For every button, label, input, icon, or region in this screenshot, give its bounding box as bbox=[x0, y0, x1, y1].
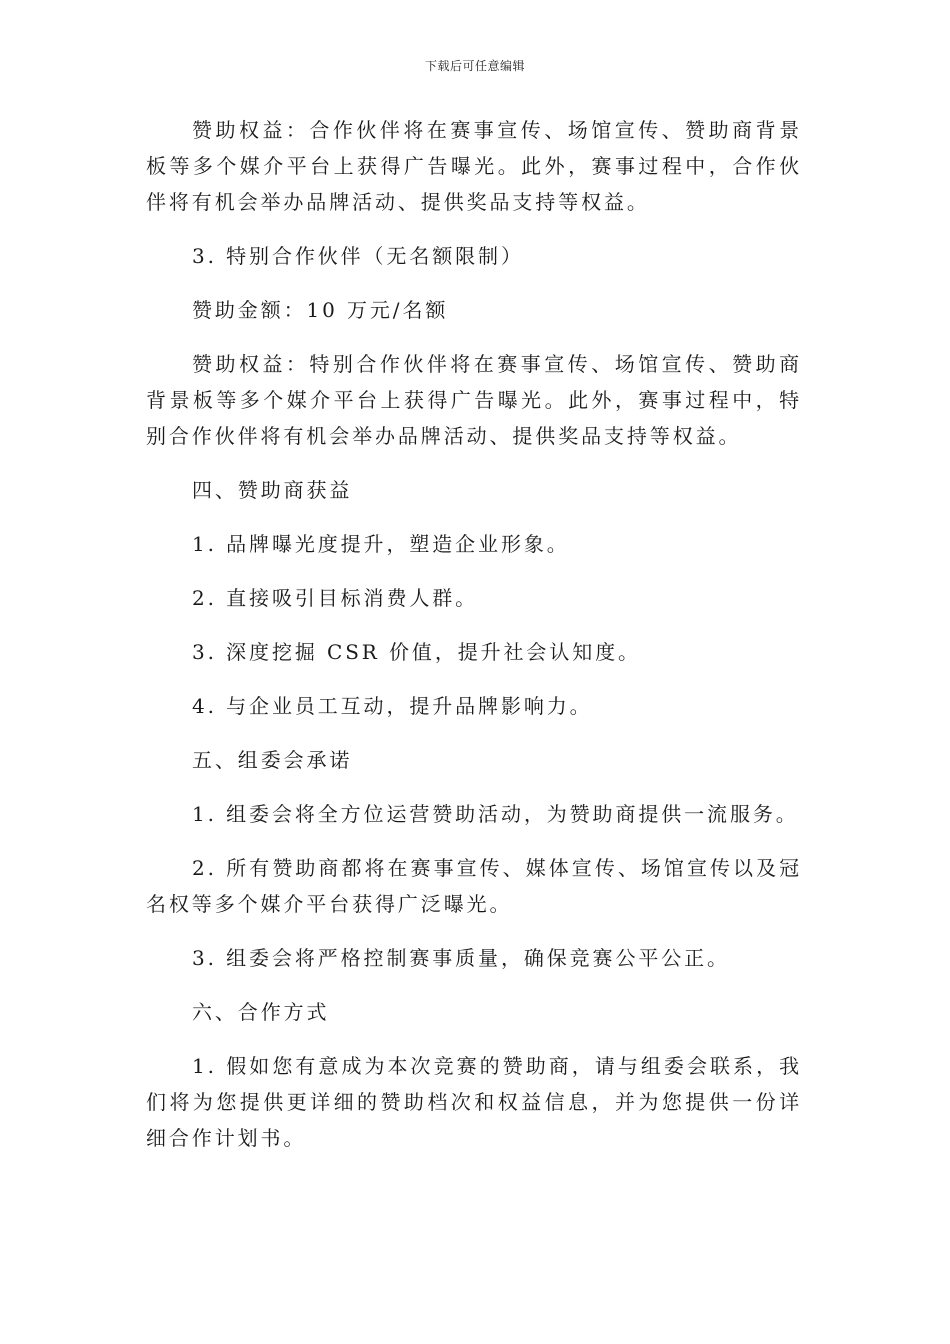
list-item-gain-1: 1. 品牌曝光度提升，塑造企业形象。 bbox=[192, 532, 570, 556]
paragraph-special-partner-benefits: 赞助权益：特别合作伙伴将在赛事宣传、场馆宣传、赞助商背景板等多个媒介平台上获得广告曝光。此外，赛事过程中，特别合作伙伴将有机会举办品牌活动、提供奖品支持等权益。 bbox=[146, 352, 802, 448]
list-item-cooperation-1: 1. 假如您有意成为本次竞赛的赞助商，请与组委会联系，我们将为您提供更详细的赞助档次和权益信息，并为您提供一份详细合作计划书。 bbox=[146, 1054, 802, 1150]
list-item-gain-2: 2. 直接吸引目标消费人群。 bbox=[192, 586, 479, 610]
paragraph-special-partner-title: 3. 特别合作伙伴（无名额限制） bbox=[192, 244, 524, 268]
section-heading-committee-promise: 五、组委会承诺 bbox=[192, 748, 353, 772]
list-item-gain-3: 3. 深度挖掘 CSR 价值，提升社会认知度。 bbox=[192, 640, 641, 664]
download-edit-note: 下载后可任意编辑 bbox=[424, 59, 525, 73]
list-item-promise-1: 1. 组委会将全方位运营赞助活动，为赞助商提供一流服务。 bbox=[192, 802, 799, 826]
document-body bbox=[146, 112, 802, 1174]
list-item-gain-4: 4. 与企业员工互动，提升品牌影响力。 bbox=[192, 694, 593, 718]
paragraph-special-partner-amount: 赞助金额：10 万元/名额 bbox=[192, 298, 449, 322]
paragraph-partner-benefits: 赞助权益：合作伙伴将在赛事宣传、场馆宣传、赞助商背景板等多个媒介平台上获得广告曝光。此外，赛事过程中，合作伙伴将有机会举办品牌活动、提供奖品支持等权益。 bbox=[146, 118, 802, 214]
section-heading-cooperation: 六、合作方式 bbox=[192, 1000, 330, 1024]
section-heading-sponsor-gains: 四、赞助商获益 bbox=[192, 478, 353, 502]
list-item-promise-3: 3. 组委会将严格控制赛事质量，确保竞赛公平公正。 bbox=[192, 946, 730, 970]
list-item-promise-2: 2. 所有赞助商都将在赛事宣传、媒体宣传、场馆宣传以及冠名权等多个媒介平台获得广泛曝光。 bbox=[146, 856, 802, 916]
